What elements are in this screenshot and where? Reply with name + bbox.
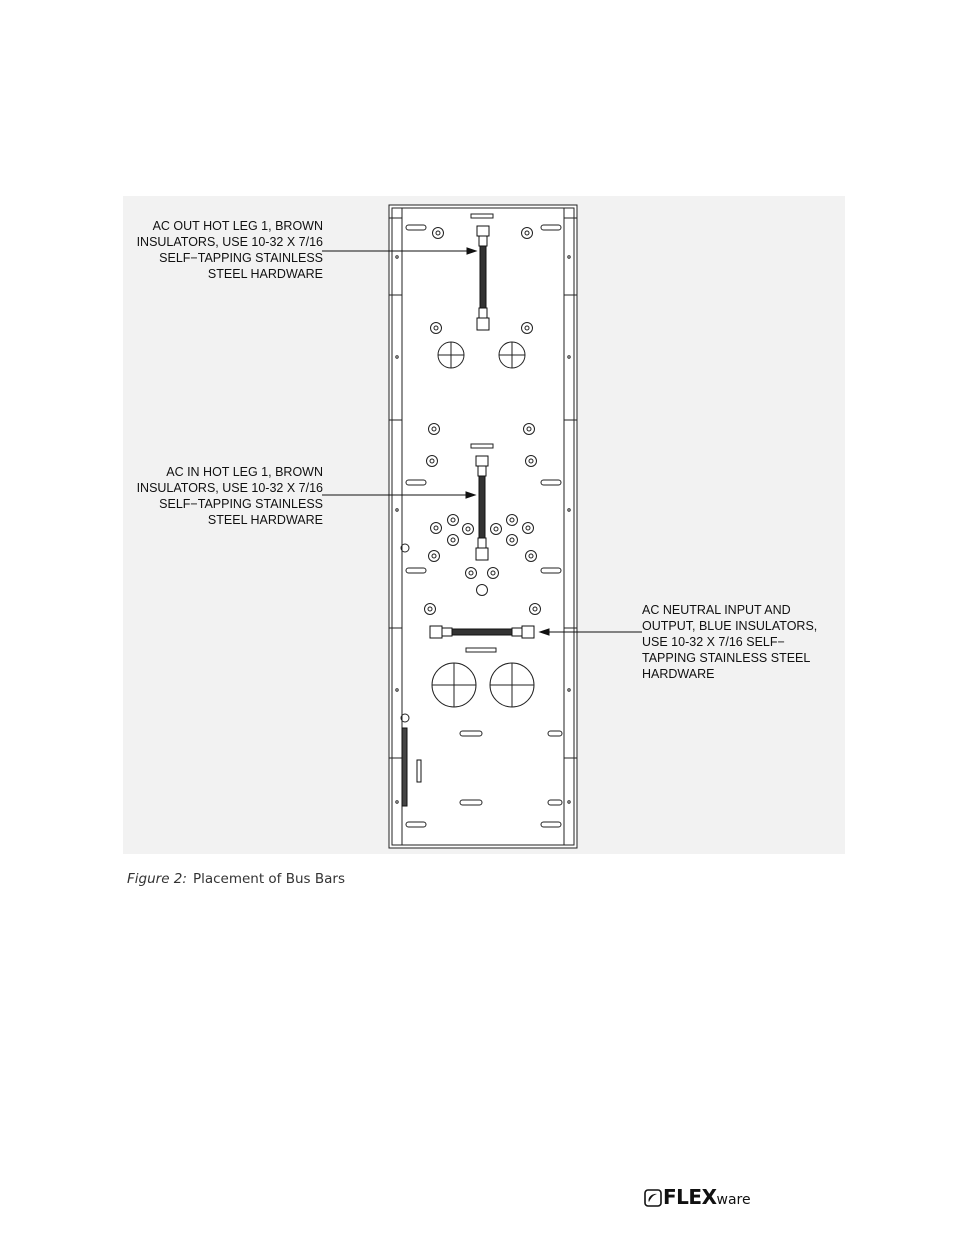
figure-label: Figure 2:	[127, 871, 187, 887]
figure-caption	[127, 871, 345, 887]
flexware-logo	[644, 1185, 751, 1207]
callout-ac-neutral: AC NEUTRAL INPUT AND OUTPUT, BLUE INSULATORS, USE 10-32 X 7/16 SELF− TAPPING STAINLESS STEEL HARDWARE	[642, 603, 818, 681]
logo-text-ware: ware	[716, 1192, 751, 1208]
callout-ac-in-hot-leg: AC IN HOT LEG 1, BROWN INSULATORS, USE 10-32 X 7/16 SELF−TAPPING STAINLESS STEEL HARDWARE	[136, 465, 323, 527]
flexware-logo-icon	[644, 1189, 662, 1207]
figure-caption-text: Placement of Bus Bars	[192, 871, 345, 887]
logo-text-flex: FLEX	[663, 1185, 717, 1209]
callout-ac-out-hot-leg: AC OUT HOT LEG 1, BROWN INSULATORS, USE 10-32 X 7/16 SELF−TAPPING STAINLESS STEEL HARDWARE	[136, 219, 323, 281]
